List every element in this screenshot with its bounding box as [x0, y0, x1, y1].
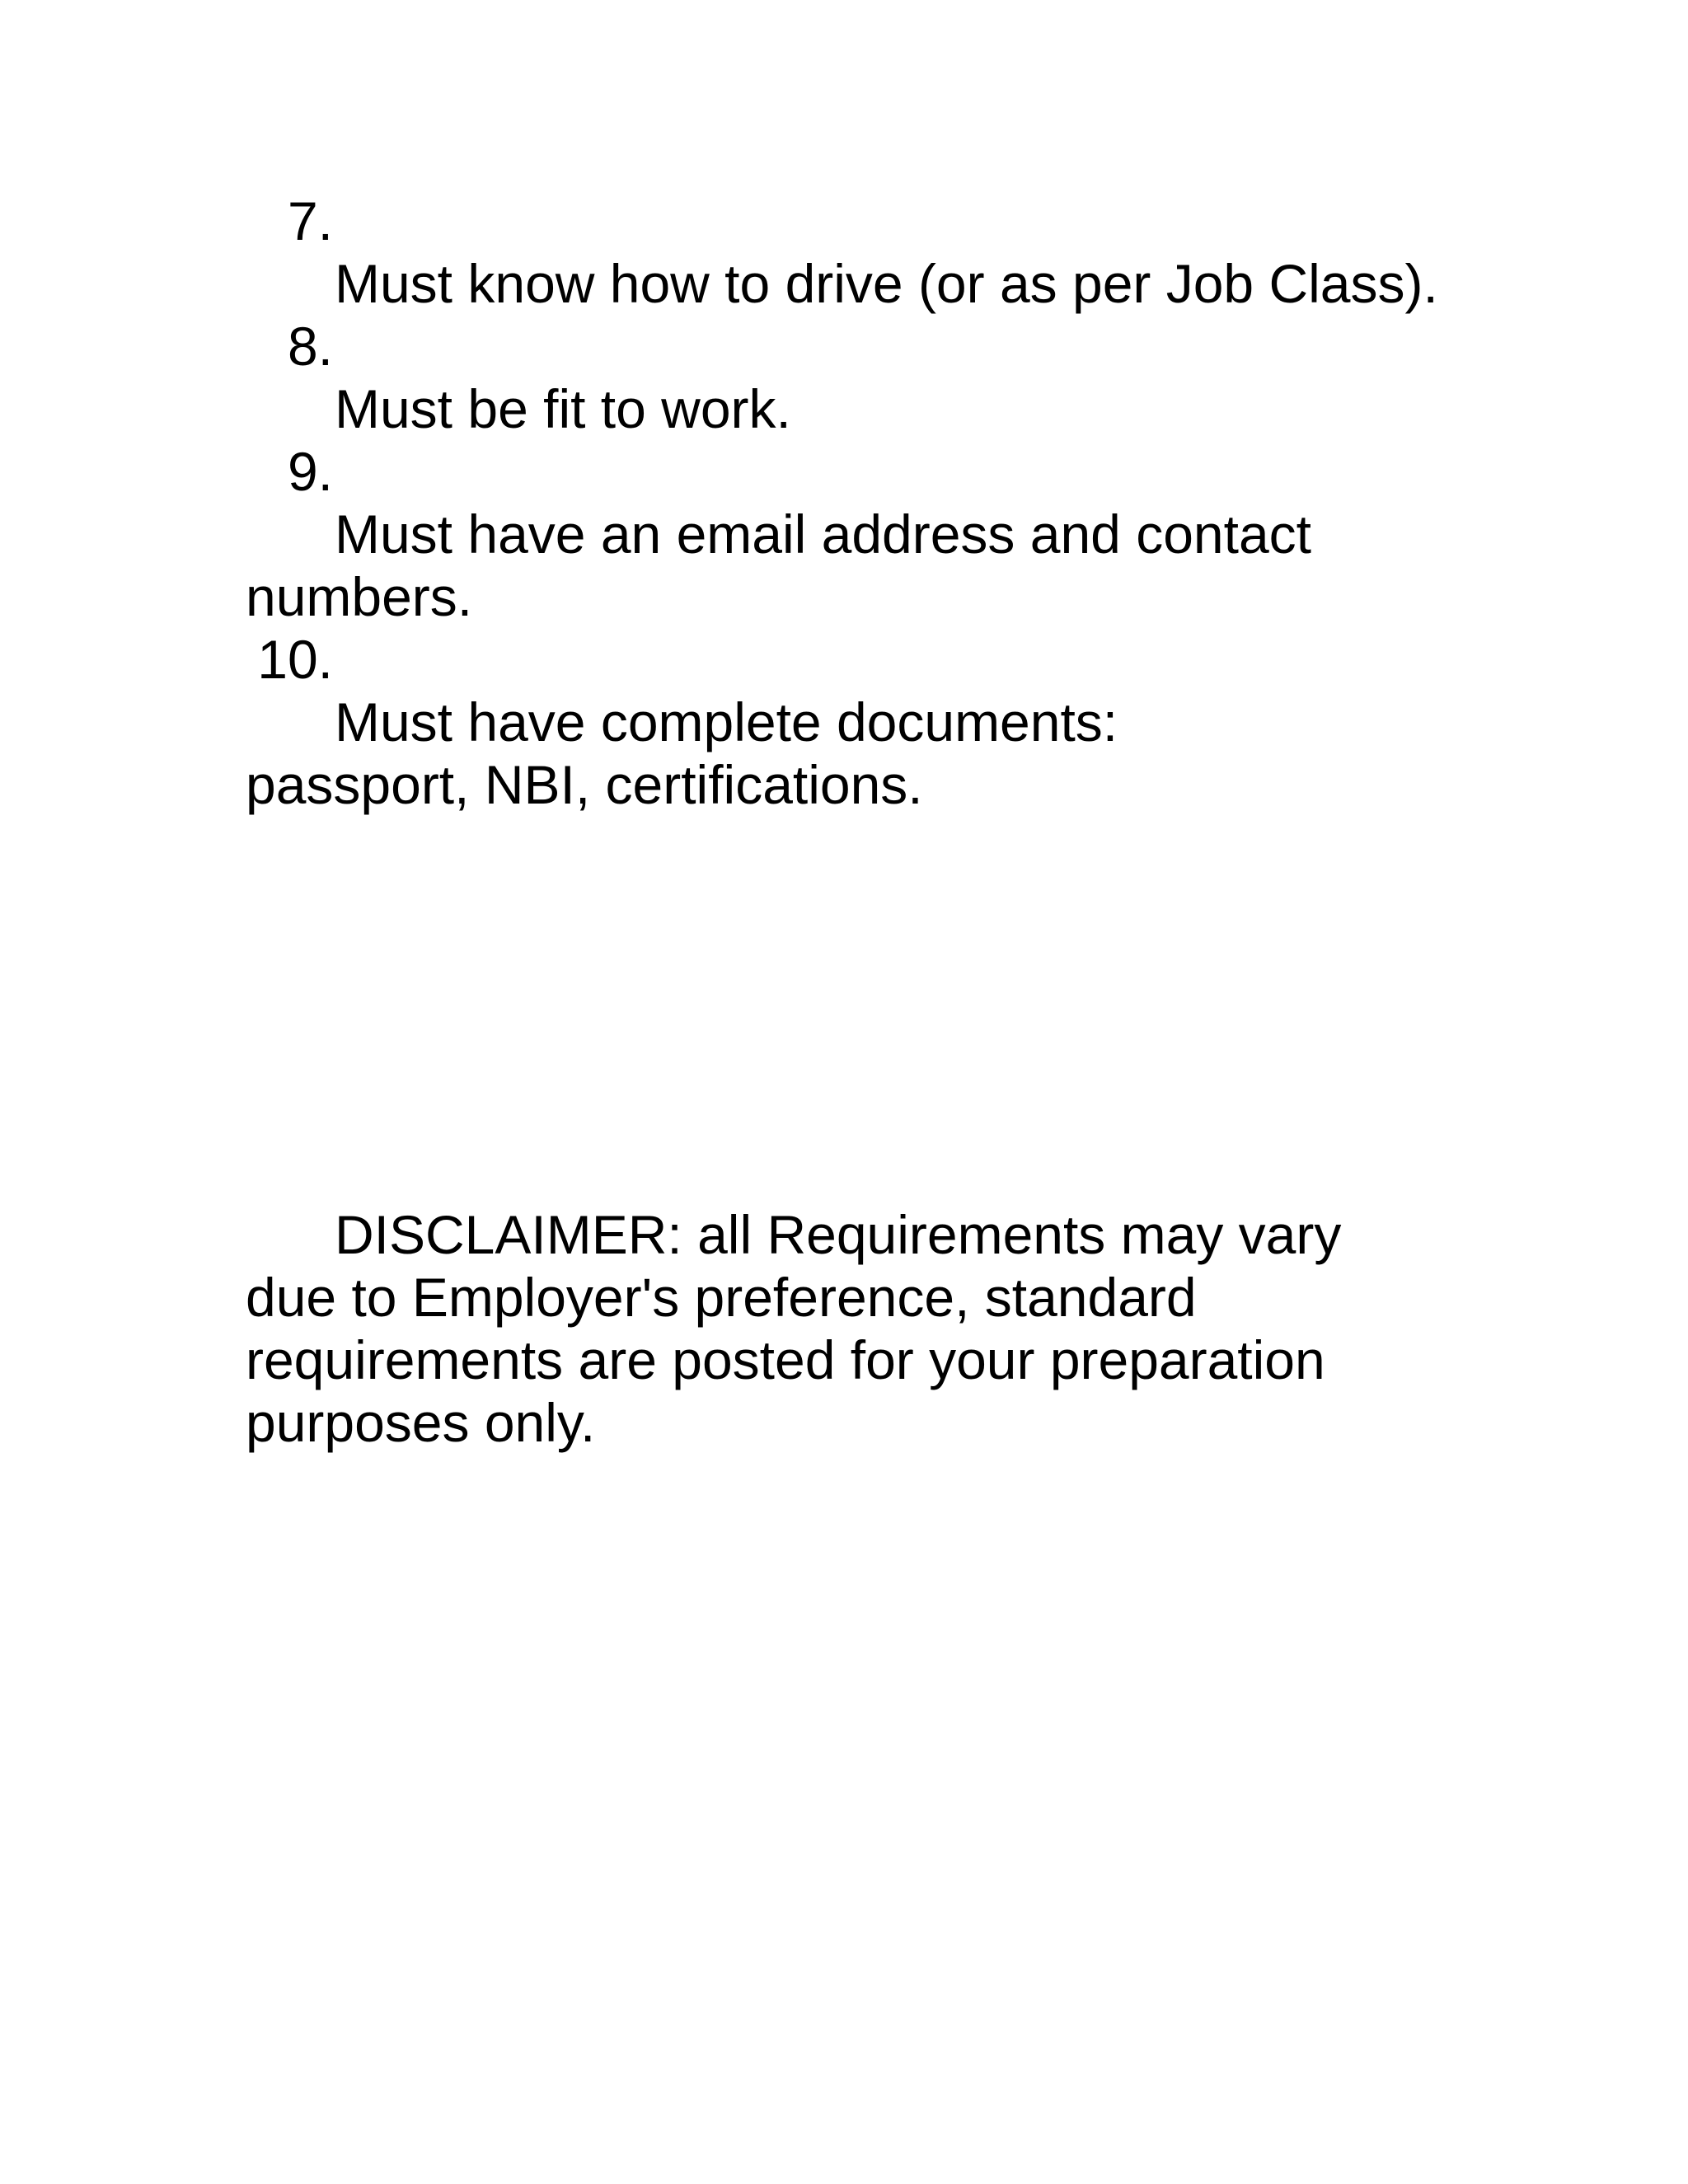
- list-item-number: 9.: [287, 441, 333, 502]
- list-item: [246, 628, 1449, 816]
- list-item-text: Must be fit to work.: [335, 378, 791, 439]
- list-item: [246, 315, 1449, 440]
- requirements-list: [246, 190, 1449, 816]
- list-item: [246, 190, 1449, 315]
- list-item-number: 7.: [287, 190, 333, 251]
- list-item: [246, 440, 1449, 628]
- list-item-number: 10.: [257, 629, 333, 690]
- list-item-text: Must have complete documents: passport, NBI, certifications.: [246, 691, 1118, 815]
- list-item-text: Must know how to drive (or as per Job Class).: [335, 253, 1438, 314]
- list-item-text: Must have an email address and contact numbers.: [246, 504, 1312, 627]
- disclaimer-text: DISCLAIMER: all Requirements may vary due to Employer's preference, standard requirements are posted for your preparation purposes only.: [246, 1204, 1342, 1453]
- list-item-number: 8.: [287, 316, 333, 377]
